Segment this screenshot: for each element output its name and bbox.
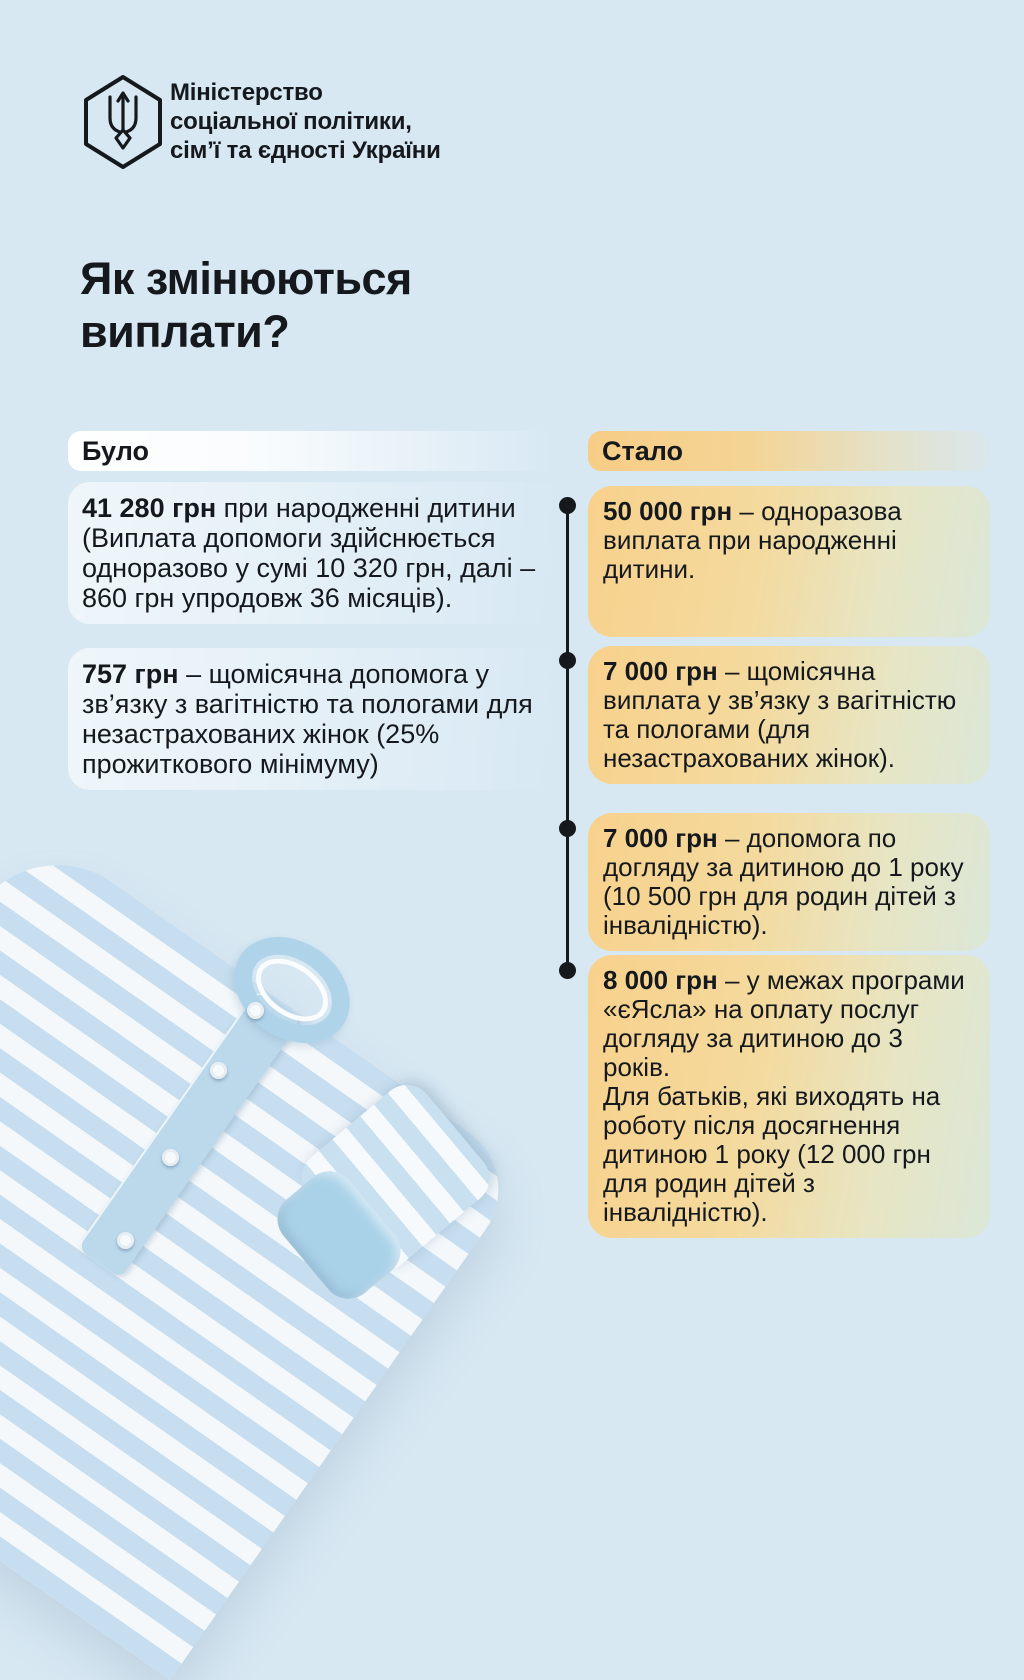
onesie-button [117, 1232, 134, 1249]
onesie-button [162, 1149, 179, 1166]
payment-description-extra: Для батьків, які виходять на роботу після досягнення дитиною 1 року (12 000 грн для родин дітей з інвалідністю). [603, 1081, 941, 1227]
payment-amount: 8 000 грн [603, 965, 718, 995]
page-title-line: виплати? [80, 306, 290, 357]
after-item-card [588, 486, 990, 637]
before-item-card [68, 482, 560, 624]
timeline-dot [559, 962, 576, 979]
after-item-card [588, 955, 990, 1238]
ministry-logo-trident-icon [82, 74, 164, 170]
payment-amount: 50 000 грн [603, 496, 733, 526]
timeline-dot [559, 652, 576, 669]
payment-description: – одноразова виплата при народженні дитини. [603, 496, 902, 584]
payment-amount: 41 280 грн [82, 493, 217, 523]
ministry-name-line: соціальної політики, [170, 108, 412, 135]
ministry-name-line: Міністерство [170, 79, 323, 106]
payment-description: – допомога по догляду за дитиною до 1 року (10 500 грн для родин дітей з інвалідністю). [603, 823, 964, 940]
ministry-name [170, 78, 441, 165]
column-header-before-label: Було [82, 435, 149, 466]
timeline-line [566, 505, 569, 970]
onesie-button [247, 1002, 264, 1019]
ministry-name-line: сім’ї та єдності України [170, 137, 441, 164]
before-item-card [68, 648, 560, 790]
payment-amount: 757 грн [82, 659, 179, 689]
after-item-card [588, 813, 990, 951]
payment-description: – щомісячна виплата у зв’язку з вагітністю та пологами (для незастрахованих жінок). [603, 656, 957, 773]
payment-description: – у межах програми «єЯсла» на оплату послуг догляду за дитиною до 3 років. [603, 965, 965, 1082]
payment-description: – щомісячна допомога у зв’язку з вагітністю та пологами для незастрахованих жінок (25% прожиткового мінімуму) [82, 659, 533, 779]
payment-amount: 7 000 грн [603, 656, 718, 686]
page-title [80, 252, 412, 358]
timeline-dot [559, 497, 576, 514]
page-title-line: Як змінюються [80, 253, 412, 304]
column-header-after-label: Стало [602, 435, 684, 466]
onesie-button [210, 1062, 227, 1079]
column-header-before [68, 431, 560, 471]
payment-amount: 7 000 грн [603, 823, 718, 853]
after-item-card [588, 646, 990, 784]
timeline-dot [559, 820, 576, 837]
column-header-after [588, 431, 990, 471]
payment-description: при народженні дитини (Виплата допомоги здійснюється одноразово у сумі 10 320 грн, далі – 860 грн упродовж 36 місяців). [82, 493, 536, 613]
